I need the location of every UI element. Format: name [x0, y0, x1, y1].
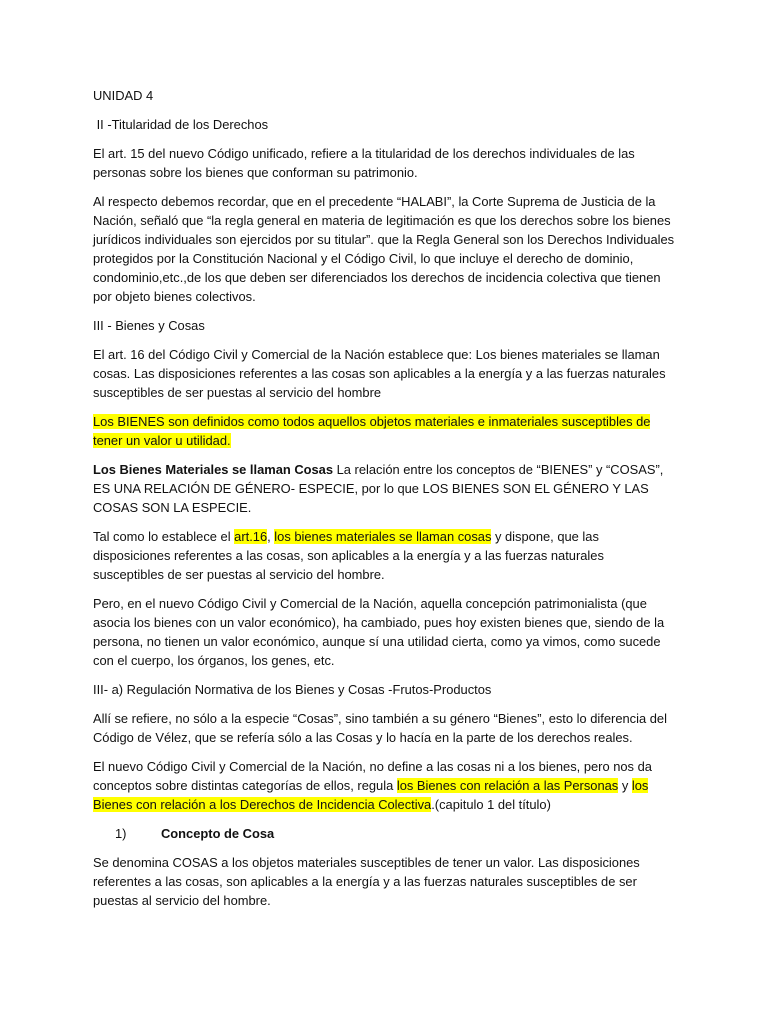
highlighted-text: los Bienes con relación a los Derechos de Incidencia Colectiva — [93, 778, 649, 812]
paragraph-alli: Allí se refiere, no sólo a la especie “Cosas”, sino también a su género “Bienes”, esto lo diferencia del Código de Vélez, que se refería sólo a las Cosas y lo hacía en la parte de los derechos reales. — [93, 711, 667, 745]
section-iii-heading: III - Bienes y Cosas — [93, 318, 205, 333]
list-item-concepto-de-cosa — [92, 824, 678, 843]
paragraph-nuevo-codigo: El nuevo Código Civil y Comercial de la Nación, no define a las cosas ni a los bienes, pero nos da conceptos sobre distintas categorías de ellos, regula los Bienes con relación a las Personas y los Bienes con relación a los Derechos de Incidencia Colectiva.(capitulo 1 del título) — [93, 759, 652, 812]
paragraph-concepto-cosa: Se denomina COSAS a los objetos materiales susceptibles de tener un valor. Las disposiciones referentes a las cosas, son aplicables a la energía y a las fuerzas naturales susceptibles de ser puestas al servicio del hombre. — [93, 855, 640, 908]
paragraph-genero-especie: Los Bienes Materiales se llaman Cosas La relación entre los conceptos de “BIENES” y “COSAS”, ES UNA RELACIÓN DE GÉNERO- ESPECIE, por lo que LOS BIENES SON EL GÉNERO Y LAS COSAS SON LA ESPECIE. — [93, 462, 664, 515]
highlighted-text: los Bienes con relación a las Personas — [396, 778, 619, 793]
unit-heading: UNIDAD 4 — [93, 88, 154, 103]
list-number: 1) — [115, 826, 127, 841]
paragraph-patrimonialista: Pero, en el nuevo Código Civil y Comercial de la Nación, aquella concepción patrimonialista (que asocia los bienes con un valor económico), ha cambiado, pues hoy existen bienes que, siendo de la persona, no tienen un valor económico, aunque sí una utilidad cierta, como ya vimos, como sucede con el cuerpo, los órganos, los genes, etc. — [93, 596, 665, 668]
paragraph-bienes-definition — [93, 412, 678, 450]
section-iii-a-heading: III- a) Regulación Normativa de los Bienes y Cosas -Frutos-Productos — [93, 682, 492, 697]
highlighted-text: los bienes materiales se llaman cosas — [274, 529, 492, 544]
highlighted-text: Los BIENES son definidos como todos aquellos objetos materiales e inmateriales susceptibles de tener un valor u utilidad. — [93, 414, 651, 448]
paragraph-tal-como: Tal como lo establece el art.16, los bienes materiales se llaman cosas y dispone, que las disposiciones referentes a las cosas, son aplicables a la energía y a las fuerzas naturales susceptibles de ser puestas al servicio del hombre. — [93, 529, 604, 582]
section-ii-heading: II -Titularidad de los Derechos — [93, 117, 269, 132]
list-label: Concepto de Cosa — [161, 826, 275, 841]
paragraph-art15: El art. 15 del nuevo Código unificado, refiere a la titularidad de los derechos individuales de las personas sobre los bienes que conforman su patrimonio. — [93, 146, 635, 180]
highlighted-text: art.16 — [234, 529, 268, 544]
bold-text: Los Bienes Materiales se llaman Cosas — [93, 462, 334, 477]
paragraph-art16: El art. 16 del Código Civil y Comercial de la Nación establece que: Los bienes materiales se llaman cosas. Las disposiciones referentes a las cosas son aplicables a la energía y a las fuerzas naturales susceptibles de ser puestas al servicio del hombre — [93, 347, 666, 400]
paragraph-halabi: Al respecto debemos recordar, que en el precedente “HALABI”, la Corte Suprema de Justicia de la Nación, señaló que “la regla general en materia de legitimación es que los derechos sobre los bienes jurídicos individuales son ejercidos por su titular”. que la Regla General son los Derechos Individuales protegidos por la Constitución Nacional y el Código Civil, lo que incluye el derecho de dominio, condominio,etc.,de los que deben ser diferenciados los derechos de incidencia colectiva que tienen por objeto bienes colectivos. — [93, 194, 675, 304]
